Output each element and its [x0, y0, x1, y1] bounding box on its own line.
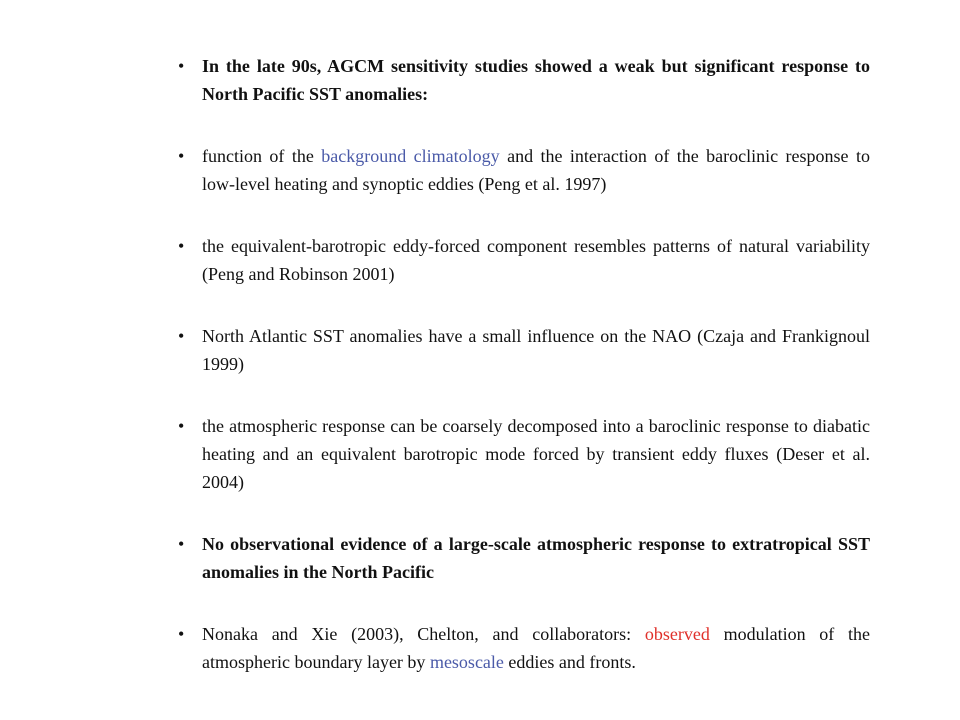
bullet-dot-icon: • — [178, 416, 185, 436]
bullet-dot-icon: • — [178, 624, 185, 644]
highlighted-term: mesoscale — [429, 652, 504, 672]
highlighted-term: background climatology — [321, 146, 500, 166]
bullet-item — [178, 412, 870, 496]
bullet-text — [202, 534, 870, 582]
bullet-text — [202, 146, 870, 194]
bullet-dot-icon: • — [178, 326, 185, 346]
text-segment: In the late 90s, AGCM sensitivity studies showed a weak but significant response to North Pacific SST anomalies: — [202, 56, 870, 104]
bullet-text — [202, 416, 870, 492]
bullet-item — [178, 142, 870, 198]
bullet-text — [202, 56, 870, 104]
bullet-item — [178, 52, 870, 108]
text-segment: modulation of the atmospheric boundary layer by — [202, 624, 870, 672]
bullet-item — [178, 620, 870, 676]
bullet-dot-icon: • — [178, 236, 185, 256]
bullet-item — [178, 530, 870, 586]
highlighted-term: observed — [644, 624, 710, 644]
text-segment: eddies and fronts. — [503, 652, 636, 672]
text-segment: the atmospheric response can be coarsely decomposed into a baroclinic response to diabatic heating and an equivalent barotropic mode forced by transient eddy fluxes (Deser et al. 2004) — [202, 416, 870, 492]
bullet-dot-icon: • — [178, 146, 185, 166]
text-segment: Nonaka and Xie (2003), Chelton, and collaborators: — [202, 624, 645, 644]
text-segment: the equivalent-barotropic eddy-forced component resembles patterns of natural variability (Peng and Robinson 2001) — [202, 236, 870, 284]
bullet-text — [202, 236, 870, 284]
bullet-dot-icon: • — [178, 534, 185, 554]
text-segment: function of the — [202, 146, 322, 166]
bullet-item — [178, 232, 870, 288]
bullet-dot-icon: • — [178, 56, 185, 76]
bullet-text — [202, 624, 870, 672]
text-segment: No observational evidence of a large-scale atmospheric response to extratropical SST anomalies in the North Pacific — [202, 534, 870, 582]
bullet-list — [178, 52, 870, 710]
text-segment: North Atlantic SST anomalies have a small influence on the NAO (Czaja and Frankignoul 1999) — [202, 326, 870, 374]
bullet-item — [178, 322, 870, 378]
text-segment: and the interaction of the baroclinic response to low-level heating and synoptic eddies (Peng et al. 1997) — [202, 146, 870, 194]
bullet-text — [202, 326, 870, 374]
